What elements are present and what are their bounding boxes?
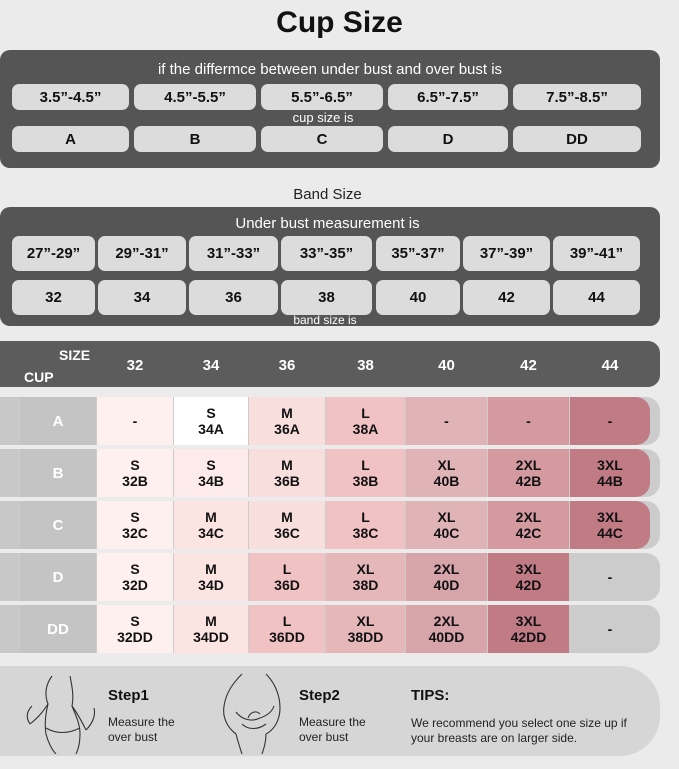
cup-range-pill: 7.5”-8.5” [513, 84, 641, 110]
band-panel-footer: band size is [293, 313, 357, 327]
size-code: 42B [515, 473, 542, 489]
step2-text-line1: Measure the [299, 715, 366, 729]
size-cell [488, 449, 569, 497]
table-column-header: 38 [357, 357, 374, 374]
size-letter: M [205, 509, 217, 525]
row-left-stub [0, 605, 19, 653]
cup-range-pill: 6.5”-7.5” [388, 84, 508, 110]
tips-title: TIPS: [411, 687, 450, 704]
size-cell [326, 501, 405, 549]
row-left-stub [0, 553, 19, 601]
size-letter: 3XL [597, 509, 623, 525]
size-code: 32C [122, 525, 148, 541]
size-cell [174, 397, 248, 445]
size-table-header [0, 341, 660, 387]
size-cell [97, 397, 173, 445]
size-cell [174, 501, 248, 549]
cup-letter-pill: D [388, 126, 508, 152]
size-cell [249, 397, 325, 445]
size-letter: 3XL [597, 457, 623, 473]
size-cell [488, 397, 569, 445]
size-code: 40DD [428, 629, 465, 645]
table-column-header: 44 [601, 357, 619, 374]
size-cell [174, 605, 248, 653]
cup-row-label: A [20, 397, 96, 445]
tips-text-line1: We recommend you select one size up if [411, 716, 627, 730]
size-cell [570, 501, 650, 549]
band-number-pill: 32 [12, 280, 95, 315]
size-code: 32DD [117, 629, 153, 645]
size-letter: 3XL [515, 561, 542, 577]
size-code: 38B [352, 473, 379, 489]
size-cell [326, 449, 405, 497]
size-letter: M [281, 457, 293, 473]
band-range-pill: 27”-29” [12, 236, 95, 271]
size-letter: M [205, 613, 217, 629]
size-cell [249, 501, 325, 549]
table-column-header: 32 [126, 357, 144, 374]
row-left-stub [0, 501, 19, 549]
size-cell [326, 397, 405, 445]
size-letter: L [282, 561, 292, 577]
step1-title: Step1 [108, 687, 149, 704]
size-letter: S [130, 457, 140, 473]
size-code: 38D [352, 577, 379, 593]
size-letter: L [361, 405, 370, 421]
size-letter: - [444, 413, 449, 429]
size-letter: L [282, 613, 292, 629]
table-column-header: 42 [520, 357, 537, 374]
size-letter: - [607, 413, 613, 429]
size-code: 34D [198, 577, 224, 593]
band-range-pill: 35”-37” [376, 236, 460, 271]
size-code: 34B [198, 473, 224, 489]
size-letter: - [607, 621, 613, 637]
band-range-pill: 39”-41” [553, 236, 640, 271]
size-cell [174, 449, 248, 497]
size-cell [97, 553, 173, 601]
band-range-pill: 33”-35” [281, 236, 372, 271]
size-cell [406, 397, 487, 445]
size-code: 42DD [510, 629, 547, 645]
size-cell [97, 605, 173, 653]
measure-under-bust-illustration [212, 672, 296, 754]
size-header-label: SIZE [59, 347, 91, 363]
step1-text-line2: over bust [108, 730, 158, 744]
band-range-pill: 37”-39” [463, 236, 550, 271]
size-letter: S [130, 509, 140, 525]
size-letter: S [206, 405, 216, 421]
size-code: 42C [515, 525, 542, 541]
cup-letter-pill: C [261, 126, 383, 152]
band-size-title: Band Size [293, 186, 362, 203]
band-panel-header: Under bust measurement is [235, 215, 420, 232]
size-letter: - [607, 569, 613, 585]
size-cell [326, 605, 405, 653]
size-code: 40B [433, 473, 460, 489]
size-code: 34C [198, 525, 224, 541]
size-letter: 2XL [515, 457, 542, 473]
size-cell [488, 605, 569, 653]
size-code: 44C [597, 525, 623, 541]
size-cell [570, 605, 650, 653]
cup-header-label: CUP [24, 369, 54, 385]
band-number-pill: 38 [281, 280, 372, 315]
size-cell [249, 605, 325, 653]
size-cell [406, 553, 487, 601]
size-cell [97, 449, 173, 497]
size-code: 36DD [269, 629, 305, 645]
size-code: 44B [597, 473, 623, 489]
size-letter: L [361, 457, 370, 473]
size-code: 40C [433, 525, 460, 541]
size-cell [488, 501, 569, 549]
band-range-pill: 29”-31” [98, 236, 186, 271]
size-cell [249, 553, 325, 601]
row-left-stub [0, 397, 19, 445]
band-number-pill: 34 [98, 280, 186, 315]
page-title: Cup Size [276, 6, 403, 39]
size-code: 34DD [193, 629, 229, 645]
size-letter: S [130, 613, 140, 629]
tips-text-line2: your breasts are on larger side. [411, 731, 578, 745]
table-column-header: 34 [202, 357, 220, 374]
cup-row-label: B [20, 449, 96, 497]
size-letter: M [281, 405, 293, 421]
cup-letter-pill: DD [513, 126, 641, 152]
size-letter: - [132, 413, 138, 429]
size-code: 32D [122, 577, 148, 593]
size-letter: 3XL [515, 613, 542, 629]
size-letter: XL [437, 509, 456, 525]
size-cell [406, 449, 487, 497]
size-letter: 2XL [433, 561, 460, 577]
table-column-header: 36 [278, 357, 296, 374]
band-number-pill: 40 [376, 280, 460, 315]
size-cell [406, 501, 487, 549]
step1-text-line1: Measure the [108, 715, 175, 729]
size-code: 36B [274, 473, 300, 489]
size-cell [97, 501, 173, 549]
cup-letter-pill: B [134, 126, 256, 152]
size-cell [570, 449, 650, 497]
size-letter: 2XL [433, 613, 460, 629]
size-code: 38DD [347, 629, 384, 645]
cup-range-pill: 3.5”-4.5” [12, 84, 129, 110]
cup-row-label: C [20, 501, 96, 549]
size-cell [570, 553, 650, 601]
size-letter: M [205, 561, 217, 577]
size-letter: XL [437, 457, 456, 473]
cup-row-label: DD [20, 605, 96, 653]
measure-over-bust-illustration [22, 672, 102, 754]
table-column-header: 40 [438, 357, 455, 374]
size-letter: XL [356, 613, 375, 629]
cup-panel-subheader: cup size is [292, 110, 354, 125]
size-cell [174, 553, 248, 601]
size-code: 32B [122, 473, 148, 489]
size-letter: 2XL [515, 509, 542, 525]
size-cell [570, 397, 650, 445]
size-code: 38A [352, 421, 379, 437]
step2-title: Step2 [299, 687, 340, 704]
size-code: 36D [274, 577, 300, 593]
size-code: 36A [274, 421, 300, 437]
size-letter: S [130, 561, 140, 577]
band-number-pill: 36 [189, 280, 278, 315]
size-code: 36C [274, 525, 300, 541]
cup-range-pill: 4.5”-5.5” [134, 84, 256, 110]
cup-letter-pill: A [12, 126, 129, 152]
size-code: 38C [352, 525, 379, 541]
size-cell [488, 553, 569, 601]
size-letter: - [526, 413, 531, 429]
size-code: 42D [515, 577, 542, 593]
size-code: 40D [433, 577, 460, 593]
step2-text-line2: over bust [299, 730, 349, 744]
cup-row-label: D [20, 553, 96, 601]
band-number-pill: 44 [553, 280, 640, 315]
size-code: 34A [198, 421, 224, 437]
cup-range-pill: 5.5”-6.5” [261, 84, 383, 110]
size-letter: XL [356, 561, 375, 577]
band-range-pill: 31”-33” [189, 236, 278, 271]
cup-panel-header: if the differmce between under bust and over bust is [157, 61, 503, 78]
size-cell [249, 449, 325, 497]
size-letter: M [281, 509, 293, 525]
row-left-stub [0, 449, 19, 497]
size-cell [406, 605, 487, 653]
band-number-pill: 42 [463, 280, 550, 315]
size-cell [326, 553, 405, 601]
size-letter: L [361, 509, 370, 525]
size-letter: S [206, 457, 216, 473]
